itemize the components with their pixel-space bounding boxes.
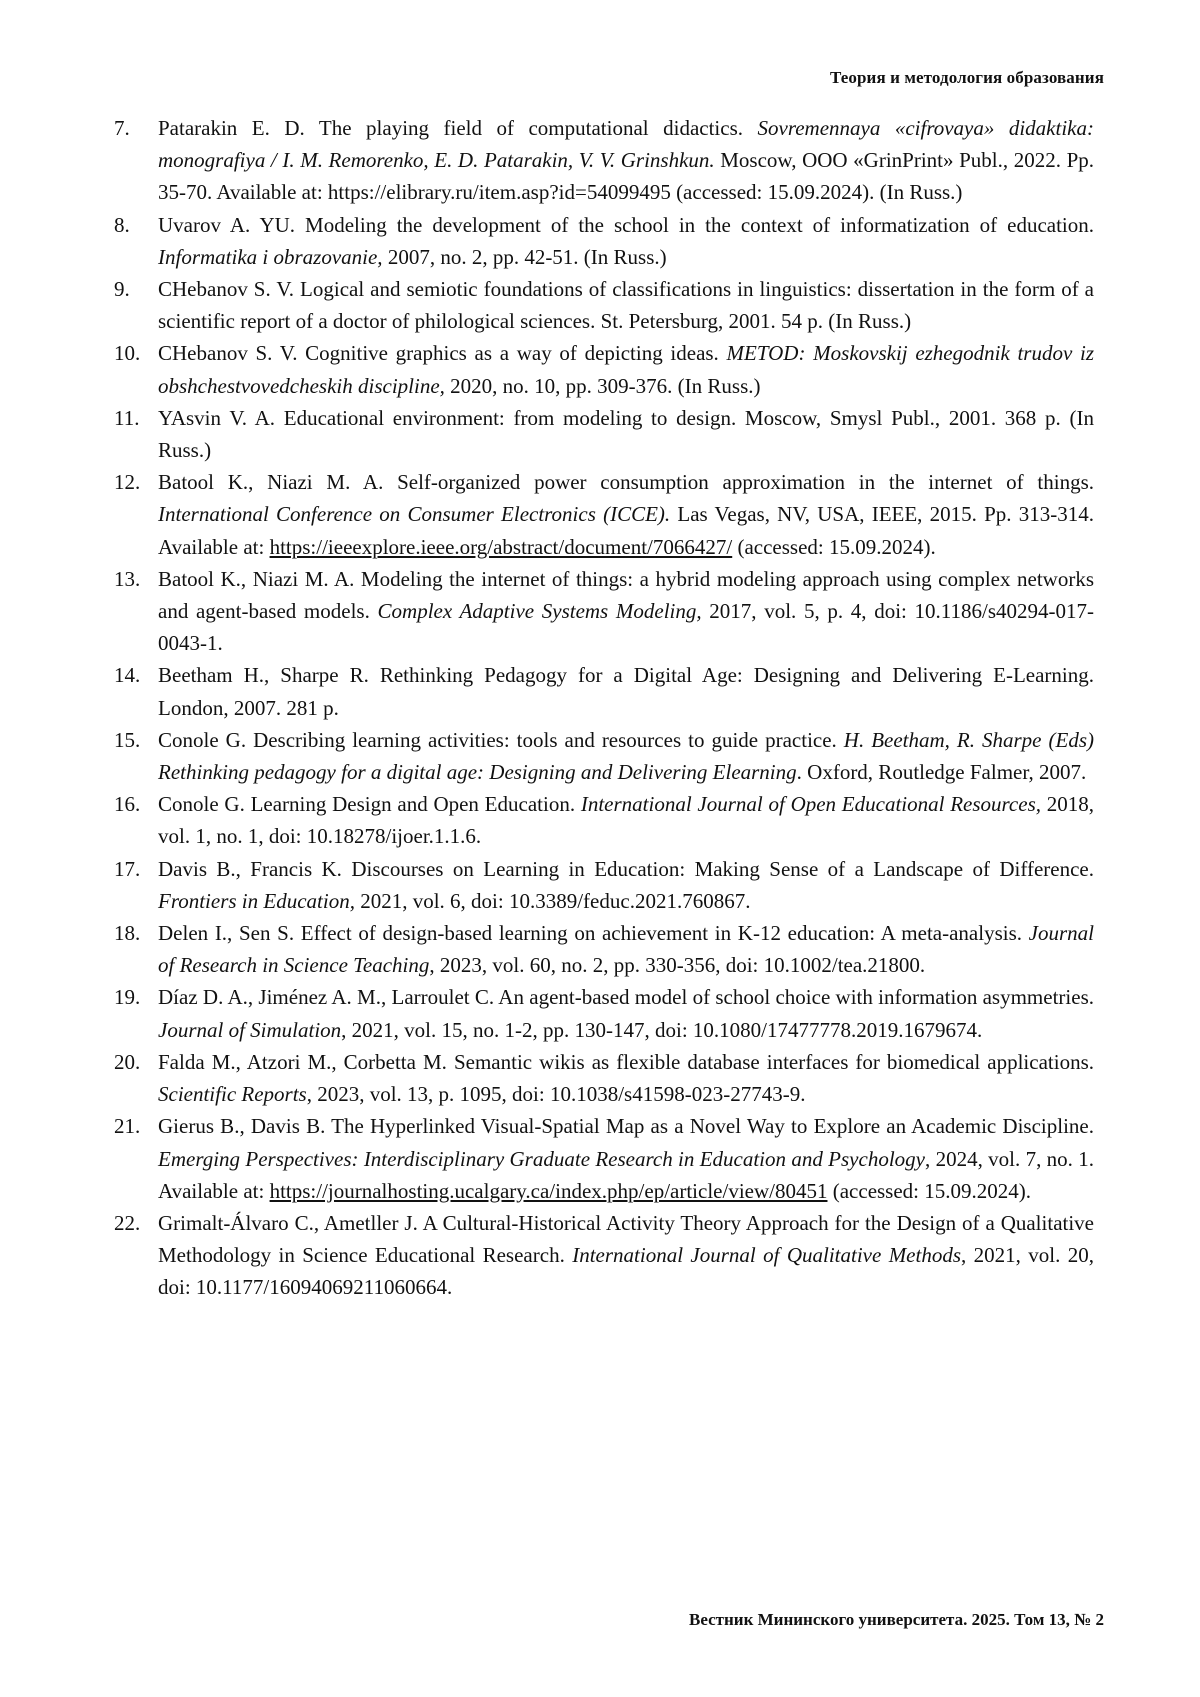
source-title: Informatika i obrazovanie, (158, 244, 383, 269)
reference-item (114, 337, 1094, 401)
reference-text: (accessed: 15.09.2024). (732, 534, 936, 559)
reference-item (114, 788, 1094, 852)
reference-number: 11. (114, 405, 140, 430)
reference-text: Uvarov A. YU. Modeling the development of the school in the context of informatization of education. (158, 212, 1094, 237)
reference-text: , 2021, vol. 15, no. 1-2, pp. 130-147, doi: 10.1080/17477778.2019.1679674. (341, 1017, 983, 1042)
reference-number: 20. (114, 1049, 141, 1074)
reference-number: 12. (114, 470, 141, 495)
reference-text: YAsvin V. A. Educational environment: from modeling to design. Moscow, Smysl Publ., 2001. 368 p. (In Russ.) (158, 405, 1094, 463)
reference-text: Gierus B., Davis B. The Hyperlinked Visual-Spatial Map as a Novel Way to Explore an Academic Discipline. (158, 1114, 1094, 1139)
source-title: Emerging Perspectives: Interdisciplinary Graduate Research in Education and Psychology (158, 1146, 925, 1171)
reference-text: , 2021, vol. 20, doi: 10.1177/16094069211060664. (158, 1243, 1094, 1300)
reference-text: 2007, no. 2, pp. 42-51. (In Russ.) (382, 244, 667, 269)
reference-number: 10. (114, 341, 141, 366)
reference-text: 2020, no. 10, pp. 309-376. (In Russ.) (444, 373, 761, 398)
running-footer: Вестник Мининского университета. 2025. Том 13, № 2 (689, 1610, 1104, 1629)
reference-text: , 2023, vol. 60, no. 2, pp. 330-356, doi: 10.1002/tea.21800. (429, 953, 926, 978)
reference-item (114, 209, 1094, 273)
reference-item (114, 724, 1094, 788)
reference-item (114, 917, 1094, 981)
source-title: H. Beetham, R. Sharpe (Eds) Rethinking pedagogy for a digital age: Designing and Delivering Elearning (158, 727, 1094, 785)
reference-item (114, 402, 1094, 466)
reference-text: Conole G. Describing learning activities: tools and resources to guide practice. (158, 727, 844, 752)
reference-number: 14. (114, 663, 141, 688)
reference-number: 18. (114, 921, 141, 946)
reference-text: Grimalt-Álvaro C., Ametller J. A Cultural-Historical Activity Theory Approach for the Design of a Qualitative Methodology in Science Educational Research. (158, 1210, 1094, 1268)
reference-number: 17. (114, 856, 141, 881)
reference-text: CHebanov S. V. Cognitive graphics as a way of depicting ideas. (158, 341, 727, 366)
source-title: Journal of Simulation (158, 1017, 342, 1042)
reference-text: Díaz D. A., Jiménez A. M., Larroulet C. An agent-based model of school choice with information asymmetries. (158, 985, 1094, 1010)
reference-text: Batool K., Niazi M. A. Modeling the internet of things: a hybrid modeling approach using complex networks and agent-based models. (158, 566, 1094, 624)
reference-number: 8. (114, 212, 130, 237)
reference-item (114, 981, 1094, 1045)
reference-link[interactable]: https://journalhosting.ucalgary.ca/index.php/ep/article/view/80451 (269, 1178, 828, 1203)
reference-text: Las Vegas, NV, USA, IEEE, 2015. Pp. 313-314. Available at: (158, 502, 1094, 559)
source-title: METOD: Moskovskij ezhegodnik trudov iz obshchestvovedcheskih discipline, (158, 341, 1095, 398)
reference-item (114, 1110, 1094, 1207)
reference-number: 16. (114, 792, 141, 817)
reference-text: Delen I., Sen S. Effect of design-based learning on achievement in K-12 education: A meta-analysis. (158, 921, 1029, 946)
reference-text: Batool K., Niazi M. A. Self-organized power consumption approximation in the internet of things. (158, 470, 1094, 495)
reference-text: , 2023, vol. 13, p. 1095, doi: 10.1038/s41598-023-27743-9. (306, 1082, 806, 1107)
reference-text: Falda M., Atzori M., Corbetta M. Semantic wikis as flexible database interfaces for biomedical applications. (158, 1049, 1094, 1074)
reference-text: 2017, vol. 5, p. 4, doi: 10.1186/s40294-017-0043-1. (158, 599, 1094, 656)
reference-link[interactable]: https://ieeexplore.ieee.org/abstract/document/7066427/ (269, 534, 733, 559)
reference-text: 2021, vol. 6, doi: 10.3389/feduc.2021.760867. (354, 888, 751, 913)
reference-number: 9. (114, 277, 130, 302)
reference-number: 13. (114, 566, 141, 591)
source-title: Frontiers in Education, (158, 888, 355, 913)
source-title: Complex Adaptive Systems Modeling, (377, 599, 702, 624)
reference-number: 7. (114, 116, 130, 140)
reference-number: 22. (114, 1210, 141, 1235)
source-title: Scientific Reports (158, 1082, 307, 1107)
reference-number: 15. (114, 727, 141, 752)
reference-text: (accessed: 15.09.2024). (827, 1178, 1032, 1203)
reference-text: CHebanov S. V. Logical and semiotic foundations of classifications in linguistics: dissertation in the form of a scientific report of a doctor of philological sciences. St. Petersburg, 2001. 54 p. (In Russ.) (158, 277, 1094, 334)
reference-text: Conole G. Learning Design and Open Education. (158, 792, 581, 817)
reference-text: 2018, vol. 1, no. 1, doi: 10.18278/ijoer.1.1.6. (158, 792, 1095, 849)
reference-item (114, 563, 1094, 660)
reference-item (114, 112, 1094, 209)
reference-text: Moscow, OOO «GrinPrint» Publ., 2022. Pp. 35-70. Available at: https://elibrary.ru/item.asp?id=54099495 (accessed: 15.09.2024). (In Russ.) (158, 148, 1095, 205)
reference-text: , 2024, vol. 7, no. 1. Available at: (158, 1146, 1094, 1203)
source-title: International Journal of Open Educational Resources, (580, 792, 1041, 817)
reference-item (114, 659, 1094, 723)
reference-text: Beetham H., Sharpe R. Rethinking Pedagogy for a Digital Age: Designing and Delivering E-Learning. London, 2007. 281 p. (158, 663, 1094, 720)
reference-item (114, 1207, 1094, 1304)
reference-text: Patarakin E. D. The playing field of computational didactics. (158, 116, 758, 140)
running-header: Теория и методология образования (829, 68, 1104, 87)
reference-item (114, 1046, 1094, 1110)
reference-item (114, 466, 1094, 563)
reference-number: 19. (114, 985, 141, 1010)
reference-number: 21. (114, 1114, 141, 1139)
source-title: Journal of Research in Science Teaching (158, 921, 1094, 978)
reference-item (114, 853, 1094, 917)
source-title: International Journal of Qualitative Methods (572, 1243, 962, 1268)
reference-item (114, 273, 1094, 337)
reference-text: . Oxford, Routledge Falmer, 2007. (796, 760, 1087, 785)
source-title: Sovremennaya «cifrovaya» didaktika: monografiya / I. M. Remorenko, E. D. Patarakin, V. V. Grinshkun. (158, 116, 1094, 173)
reference-list (114, 112, 1094, 1304)
source-title: International Conference on Consumer Electronics (ICCE). (158, 502, 671, 527)
reference-text: Davis B., Francis K. Discourses on Learning in Education: Making Sense of a Landscape of Difference. (158, 856, 1094, 881)
